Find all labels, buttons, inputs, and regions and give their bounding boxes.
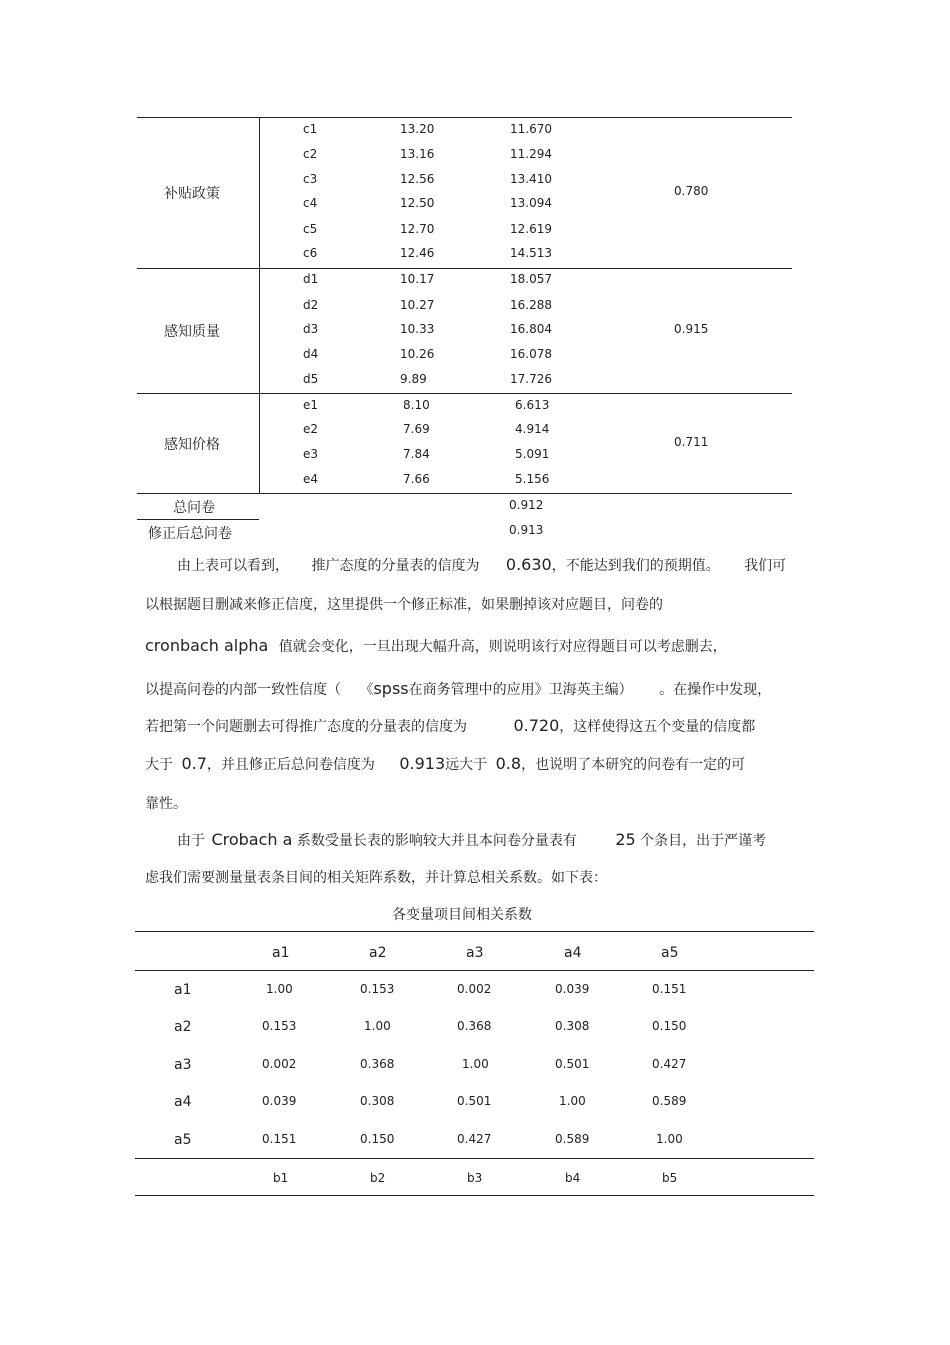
footer-label: b3 (467, 1171, 483, 1185)
table-cell: 0.308 (360, 1094, 395, 1108)
text-run: ，这样使得这五个变量的信度都 (559, 719, 756, 735)
text-line (145, 716, 755, 736)
table-cell: 1.00 (364, 1019, 391, 1033)
mean-value: 7.66 (403, 472, 430, 486)
table-cell: 0.151 (652, 982, 687, 996)
table-cell: 0.150 (360, 1132, 395, 1146)
text-run: 大于 (145, 757, 173, 773)
column-header: a3 (466, 945, 484, 961)
alpha-value: 0.711 (674, 435, 709, 449)
item-label: e3 (303, 447, 319, 461)
text-run: 推广态度的分量表的信度为 (311, 558, 480, 574)
mean-value: 12.46 (400, 246, 435, 260)
item-label: c6 (303, 246, 318, 260)
table-cell: 0.427 (457, 1132, 492, 1146)
item-label: c5 (303, 222, 318, 236)
footer-rule (135, 1158, 814, 1159)
text-line: 以根据题目删减来修正信度，这里提供一个修正标准，如果删掉该对应题目，问卷的 (145, 597, 663, 613)
variance-value: 16.288 (510, 298, 552, 312)
text-line (145, 679, 771, 699)
table-cell: 0.153 (262, 1019, 297, 1033)
table-cell: 0.589 (555, 1132, 590, 1146)
header-rule (135, 970, 814, 971)
item-label: c2 (303, 147, 318, 161)
mean-value: 10.27 (400, 298, 435, 312)
group-divider (137, 268, 792, 269)
text-run: 以提高问卷的内部一致性信度（ (145, 682, 341, 698)
number-run: 0.630 (505, 555, 552, 574)
column-header: a5 (661, 945, 679, 961)
alpha-value: 0.915 (674, 322, 709, 336)
table-cell: 0.151 (262, 1132, 297, 1146)
item-label: d1 (303, 272, 319, 286)
text-run: 由于 (177, 833, 205, 849)
group-divider (137, 393, 792, 394)
category-label: 感知质量 (164, 324, 220, 340)
text-run: 个条目，出于严谨考 (640, 833, 767, 849)
total-divider (137, 519, 259, 520)
text-run: ，并且修正后总问卷信度为 (206, 757, 375, 773)
row-label: a5 (174, 1132, 192, 1148)
text-run: 。在操作中发现， (659, 682, 772, 698)
row-label: a2 (174, 1019, 192, 1035)
variance-value: 4.914 (515, 422, 550, 436)
variance-value: 11.294 (510, 147, 552, 161)
table-cell: 0.039 (555, 982, 590, 996)
item-label: d3 (303, 322, 319, 336)
table-cell: 1.00 (559, 1094, 586, 1108)
item-label: e4 (303, 472, 319, 486)
table-top-rule (137, 117, 792, 118)
number-run: 0.913 (399, 754, 446, 773)
table-cell: 0.153 (360, 982, 395, 996)
variance-value: 6.613 (515, 398, 550, 412)
table-cell: 0.002 (457, 982, 492, 996)
text-run: ，也说明了本研究的问卷有一定的可 (521, 757, 746, 773)
item-label: e2 (303, 422, 319, 436)
category-label: 补贴政策 (164, 186, 220, 202)
item-label: d4 (303, 347, 319, 361)
variance-value: 11.670 (510, 122, 552, 136)
text-line (177, 830, 766, 850)
item-label: c3 (303, 172, 318, 186)
mean-value: 12.56 (400, 172, 435, 186)
row-label: a4 (174, 1094, 192, 1110)
category-column-divider (259, 117, 260, 493)
item-label: c4 (303, 196, 318, 210)
item-label: d5 (303, 372, 319, 386)
variance-value: 17.726 (510, 372, 552, 386)
table-top-rule (135, 931, 814, 932)
number-run: 25 (615, 830, 636, 849)
table-bottom-rule (135, 1195, 814, 1196)
column-header: a4 (564, 945, 582, 961)
text-run: 值就会变化，一旦出现大幅升高，则说明该行对应得题目可以考虑删去， (278, 639, 727, 655)
row-label: a1 (174, 982, 192, 998)
item-label: d2 (303, 298, 319, 312)
revised-total-value: 0.913 (509, 523, 544, 537)
variance-value: 13.094 (510, 196, 552, 210)
footer-label: b5 (662, 1171, 678, 1185)
variance-value: 16.078 (510, 347, 552, 361)
mean-value: 10.17 (400, 272, 435, 286)
text-run: 《 (359, 682, 374, 698)
mean-value: 8.10 (403, 398, 430, 412)
text-run: Crobach a (211, 830, 293, 849)
text-line (177, 555, 786, 575)
group-divider (137, 493, 792, 494)
footer-label: b4 (565, 1171, 581, 1185)
number-run: 0.720 (513, 716, 560, 735)
footer-label: b1 (273, 1171, 289, 1185)
item-label: e1 (303, 398, 319, 412)
mean-value: 7.69 (403, 422, 430, 436)
variance-value: 13.410 (510, 172, 552, 186)
table-cell: 0.589 (652, 1094, 687, 1108)
table-cell: 0.002 (262, 1057, 297, 1071)
total-value: 0.912 (509, 498, 544, 512)
revised-total-label: 修正后总问卷 (148, 526, 232, 542)
mean-value: 7.84 (403, 447, 430, 461)
table-cell: 1.00 (266, 982, 293, 996)
text-run: ，不能达到我们的预期值。 (551, 558, 720, 574)
table-cell: 0.501 (555, 1057, 590, 1071)
row-label: a3 (174, 1057, 192, 1073)
mean-value: 12.70 (400, 222, 435, 236)
number-run: 0.7 (181, 754, 207, 773)
table-cell: 1.00 (462, 1057, 489, 1071)
table-cell: 0.368 (457, 1019, 492, 1033)
text-line (145, 636, 727, 656)
mean-value: 12.50 (400, 196, 435, 210)
table-cell: 0.039 (262, 1094, 297, 1108)
text-run: cronbach alpha (145, 636, 269, 655)
text-line: 虑我们需要测量量表条目间的相关矩阵系数，并计算总相关系数。如下表： (145, 870, 607, 886)
item-label: c1 (303, 122, 318, 136)
variance-value: 5.156 (515, 472, 550, 486)
variance-value: 14.513 (510, 246, 552, 260)
mean-value: 10.26 (400, 347, 435, 361)
table-caption: 各变量项目间相关系数 (392, 907, 532, 923)
text-run: 在商务管理中的应用》卫海英主编） (408, 682, 633, 698)
table-cell: 0.150 (652, 1019, 687, 1033)
text-run: 若把第一个问题删去可得推广态度的分量表的信度为 (145, 719, 467, 735)
text-run: 由上表可以看到， (177, 558, 289, 574)
mean-value: 9.89 (400, 372, 427, 386)
text-run: 远大于 (445, 757, 488, 773)
table-cell: 1.00 (656, 1132, 683, 1146)
column-header: a2 (369, 945, 387, 961)
category-label: 感知价格 (164, 437, 220, 453)
column-header: a1 (272, 945, 290, 961)
text-line (145, 754, 745, 774)
alpha-value: 0.780 (674, 184, 709, 198)
table-cell: 0.501 (457, 1094, 492, 1108)
mean-value: 13.16 (400, 147, 435, 161)
text-run: 系数受量长表的影响较大并且本问卷分量表有 (296, 833, 577, 849)
text-run: 我们可 (744, 558, 787, 574)
variance-value: 12.619 (510, 222, 552, 236)
table-cell: 0.427 (652, 1057, 687, 1071)
table-cell: 0.368 (360, 1057, 395, 1071)
table-cell: 0.308 (555, 1019, 590, 1033)
number-run: 0.8 (495, 754, 522, 773)
text-run: spss (373, 679, 409, 698)
variance-value: 5.091 (515, 447, 550, 461)
variance-value: 18.057 (510, 272, 552, 286)
mean-value: 10.33 (400, 322, 435, 336)
total-label: 总问卷 (173, 500, 215, 516)
text-line: 靠性。 (145, 796, 187, 812)
mean-value: 13.20 (400, 122, 435, 136)
variance-value: 16.804 (510, 322, 552, 336)
footer-label: b2 (370, 1171, 386, 1185)
